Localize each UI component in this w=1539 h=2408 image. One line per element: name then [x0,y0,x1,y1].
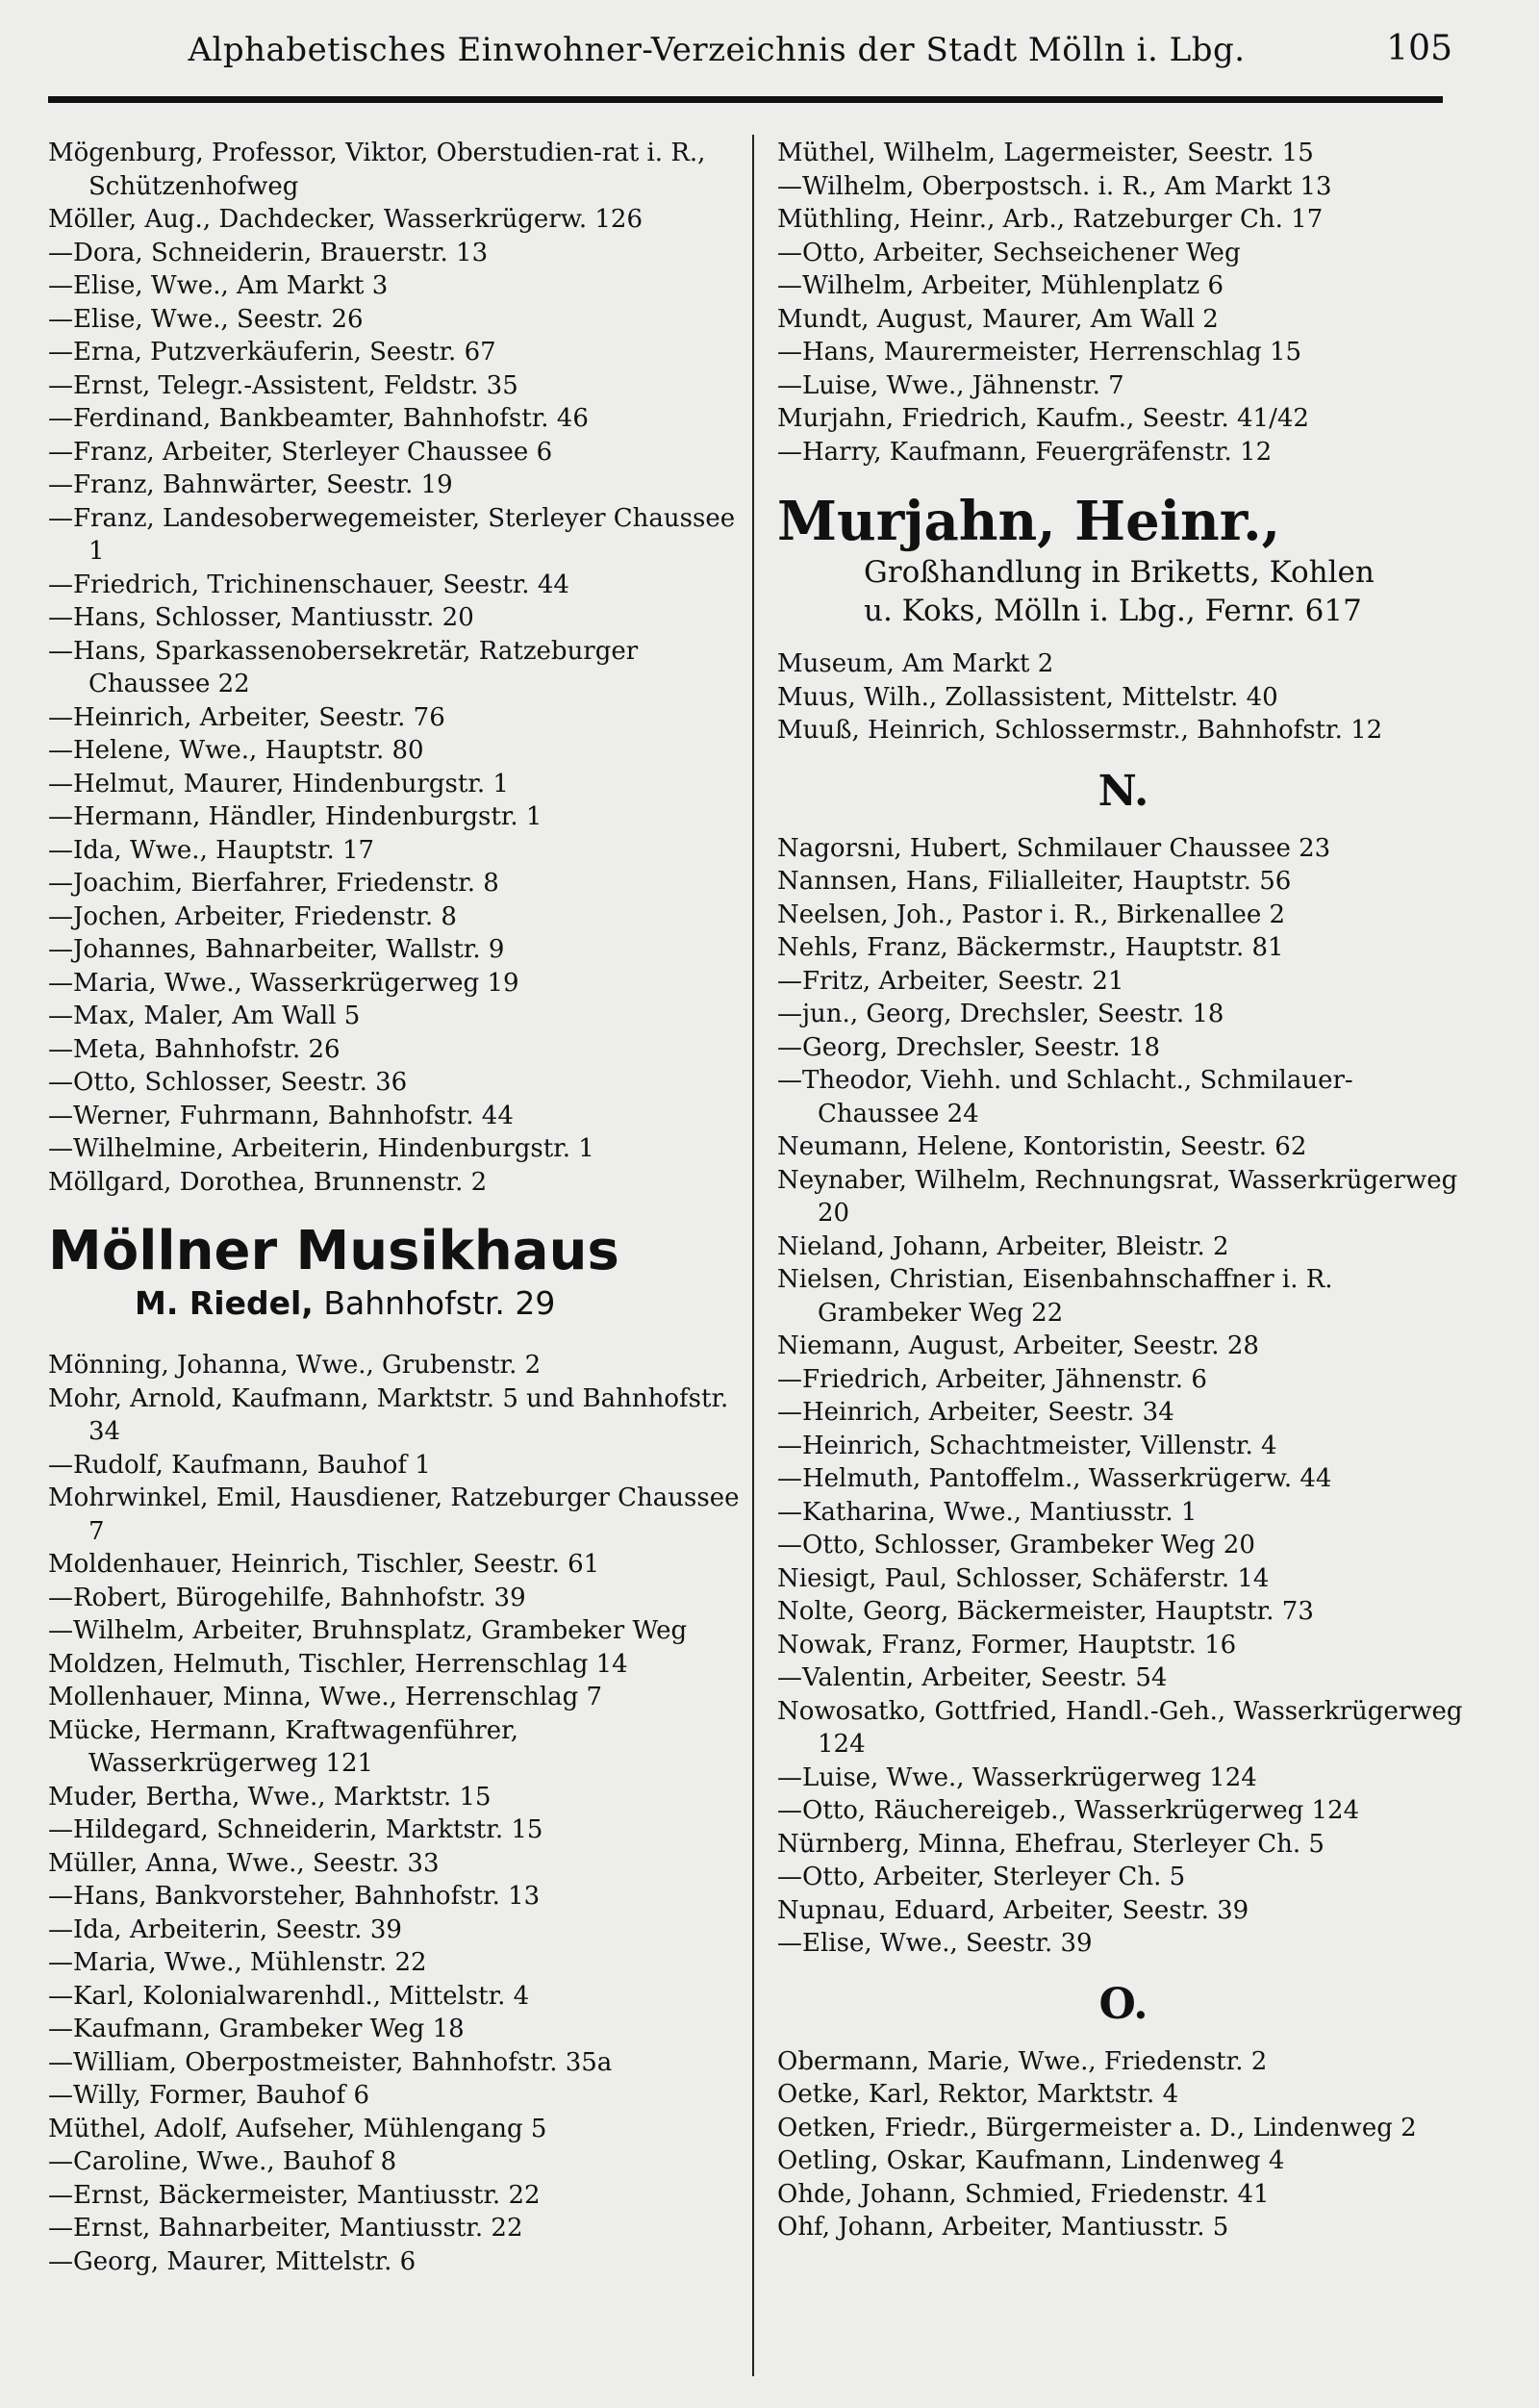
list-item: —Ferdinand, Bankbeamter, Bahnhofstr. 46 [48,404,589,433]
list-item: Nupnau, Eduard, Arbeiter, Seestr. 39 [777,1895,1249,1925]
list-item: —Willy, Former, Bauhof 6 [48,2081,370,2110]
list-item: Museum, Am Markt 2 [777,649,1054,678]
ad-title: Möllner Musikhaus [48,1220,619,1282]
list-item: —Wilhelm, Oberpostsch. i. R., Am Markt 13 [777,171,1332,201]
list-item: —Otto, Räuchereigeb., Wasserkrügerweg 124 [777,1796,1360,1825]
list-item: —Heinrich, Arbeiter, Seestr. 34 [777,1398,1174,1427]
page-title: Alphabetisches Einwohner-Verzeichnis der Stadt Mölln i. Lbg. [188,31,1246,69]
list-item: —Kaufmann, Grambeker Weg 18 [48,2015,465,2043]
list-item: Ohde, Johann, Schmied, Friedenstr. 41 [777,2179,1270,2209]
list-item: Möller, Aug., Dachdecker, Wasserkrügerw. 126 [48,205,643,234]
list-item: —Hans, Schlosser, Mantiusstr. 20 [48,603,474,632]
list-item: —Georg, Maurer, Mittelstr. 6 [48,2246,416,2276]
right-column [777,137,1470,2244]
list-item: —Karl, Kolonialwarenhdl., Mittelstr. 4 [48,1981,530,2011]
list-item: Nowak, Franz, Former, Hauptstr. 16 [777,1630,1237,1660]
list-item: —Helmut, Maurer, Hindenburgstr. 1 [48,769,509,798]
list-item: Müthling, Heinr., Arb., Ratzeburger Ch. 17 [777,205,1324,234]
list-item: —Luise, Wwe., Jähnenstr. 7 [777,370,1124,400]
list-item: Muder, Bertha, Wwe., Marktstr. 15 [48,1782,492,1812]
entry-list [777,647,1470,748]
list-item: —Theodor, Viehh. und Schlacht., Schmilauer-Chaussee 24 [777,1066,1353,1128]
list-item: Oetling, Oskar, Kaufmann, Lindenweg 4 [777,2146,1285,2175]
list-item: —William, Oberpostmeister, Bahnhofstr. 35a [48,2047,613,2077]
entry-list [777,832,1470,1961]
list-item: —Hans, Sparkassenobersekretär, Ratzeburger Chaussee 22 [48,636,639,698]
list-item: —Heinrich, Schachtmeister, Villenstr. 4 [777,1431,1277,1460]
list-item: Neumann, Helene, Kontoristin, Seestr. 62 [777,1132,1307,1161]
list-item: —Joachim, Bierfahrer, Friedenstr. 8 [48,869,499,898]
ad-line-1: Großhandlung in Briketts, Kohlen [864,555,1375,590]
column-divider [752,135,754,2376]
entry-list [48,1349,741,2278]
list-item: Muuß, Heinrich, Schlossermstr., Bahnhofstr. 12 [777,716,1383,745]
list-item: —Otto, Arbeiter, Sechseichener Weg [777,238,1241,267]
list-item: Mohrwinkel, Emil, Hausdiener, Ratzeburger Chaussee 7 [48,1483,740,1546]
list-item: Neelsen, Joh., Pastor i. R., Birkenallee 2 [777,900,1286,929]
list-item: Niesigt, Paul, Schlosser, Schäferstr. 14 [777,1563,1270,1593]
list-item: —Hildegard, Schneiderin, Marktstr. 15 [48,1815,543,1844]
list-item: —Helene, Wwe., Hauptstr. 80 [48,736,424,765]
list-item: —Fritz, Arbeiter, Seestr. 21 [777,966,1124,996]
list-item: Nielsen, Christian, Eisenbahnschaffner i. R. Grambeker Weg 22 [777,1265,1333,1328]
list-item: Muus, Wilh., Zollassistent, Mittelstr. 40 [777,682,1278,712]
list-item: —Hans, Maurermeister, Herrenschlag 15 [777,338,1302,367]
list-item: Moldzen, Helmuth, Tischler, Herrenschlag 14 [48,1649,628,1679]
list-item: Nieland, Johann, Arbeiter, Bleistr. 2 [777,1231,1229,1261]
list-item: —Harry, Kaufmann, Feuergräfenstr. 12 [777,437,1273,467]
list-item: Niemann, August, Arbeiter, Seestr. 28 [777,1331,1259,1360]
list-item: Möllgard, Dorothea, Brunnenstr. 2 [48,1167,488,1197]
list-item: —Franz, Arbeiter, Sterleyer Chaussee 6 [48,437,553,467]
list-item: —Franz, Landesoberwegemeister, Sterleyer Chaussee 1 [48,503,736,566]
list-item: —Otto, Schlosser, Seestr. 36 [48,1068,408,1097]
list-item: —Heinrich, Arbeiter, Seestr. 76 [48,702,445,732]
ad-subline [48,1283,741,1324]
left-column [48,137,741,2278]
list-item: Mollenhauer, Minna, Wwe., Herrenschlag 7 [48,1683,603,1711]
list-item: —Jochen, Arbeiter, Friedenstr. 8 [48,901,457,931]
list-item: —Ida, Arbeiterin, Seestr. 39 [48,1914,402,1944]
list-item: —Maria, Wwe., Mühlenstr. 22 [48,1948,427,1977]
list-item: —Maria, Wwe., Wasserkrügerweg 19 [48,968,519,998]
list-item: Nagorsni, Hubert, Schmilauer Chaussee 23 [777,833,1331,863]
list-item: —Ernst, Telegr.-Assistent, Feldstr. 35 [48,370,518,400]
list-item: Ohf, Johann, Arbeiter, Mantiusstr. 5 [777,2213,1229,2242]
entry-list [777,137,1470,469]
list-item: Müthel, Adolf, Aufseher, Mühlengang 5 [48,2114,547,2143]
list-item: —Luise, Wwe., Wasserkrügerweg 124 [777,1762,1257,1792]
list-item: —Hermann, Händler, Hindenburgstr. 1 [48,802,542,831]
list-item: —Ida, Wwe., Hauptstr. 17 [48,835,375,865]
list-item: —Valentin, Arbeiter, Seestr. 54 [777,1663,1168,1692]
list-item: —Helmuth, Pantoffelm., Wasserkrügerw. 44 [777,1464,1332,1493]
entry-list [777,2045,1470,2244]
page-header [48,27,1452,75]
list-item: —jun., Georg, Drechsler, Seestr. 18 [777,1000,1224,1028]
list-item: —Johannes, Bahnarbeiter, Wallstr. 9 [48,935,505,964]
section-letter-n: N. [1097,766,1149,816]
list-item: —Wilhelm, Arbeiter, Bruhnsplatz, Grambeker Weg [48,1616,688,1645]
list-item: Nannsen, Hans, Filialleiter, Hauptstr. 56 [777,867,1292,896]
list-item: —Elise, Wwe., Am Markt 3 [48,271,389,300]
list-item: Müthel, Wilhelm, Lagermeister, Seestr. 15 [777,139,1314,167]
list-item: —Meta, Bahnhofstr. 26 [48,1034,341,1064]
list-item: —Werner, Fuhrmann, Bahnhofstr. 44 [48,1101,514,1130]
advertisement-musikhaus [48,1220,741,1349]
list-item: Oetken, Friedr., Bürgermeister a. D., Lindenweg 2 [777,2113,1417,2142]
ad-line-2: u. Koks, Mölln i. Lbg., Fernr. 617 [864,594,1362,628]
list-item: Nowosatko, Gottfried, Handl.-Geh., Wasserkrügerweg 124 [777,1696,1463,1759]
list-item: Nehls, Franz, Bäckermstr., Hauptstr. 81 [777,933,1284,962]
list-item: —Katharina, Wwe., Mantiusstr. 1 [777,1497,1198,1527]
list-item: Obermann, Marie, Wwe., Friedenstr. 2 [777,2046,1268,2076]
list-item: Mücke, Hermann, Kraftwagenführer, Wasserkrügerweg 121 [48,1715,518,1778]
list-item: —Friedrich, Arbeiter, Jähnenstr. 6 [777,1364,1207,1394]
list-item: —Otto, Schlosser, Grambeker Weg 20 [777,1531,1255,1559]
list-item: —Robert, Bürogehilfe, Bahnhofstr. 39 [48,1583,526,1612]
ad-address: Bahnhofstr. 29 [323,1284,556,1322]
advertisement-murjahn [777,490,1470,647]
entry-list [48,137,741,1199]
list-item: Mohr, Arnold, Kaufmann, Marktstr. 5 und Bahnhofstr. 34 [48,1383,729,1446]
ad-owner: M. Riedel, [135,1284,314,1322]
list-item: —Otto, Arbeiter, Sterleyer Ch. 5 [777,1863,1186,1891]
ad-title: Murjahn, Heinr., [777,490,1281,553]
list-item: —Dora, Schneiderin, Brauerstr. 13 [48,238,489,267]
list-item: Mönning, Johanna, Wwe., Grubenstr. 2 [48,1351,542,1380]
list-item: —Hans, Bankvorsteher, Bahnhofstr. 13 [48,1882,541,1911]
list-item: —Caroline, Wwe., Bauhof 8 [48,2147,397,2176]
page-number: 105 [1386,29,1452,68]
list-item: —Georg, Drechsler, Seestr. 18 [777,1032,1161,1062]
list-item: Mögenburg, Professor, Viktor, Oberstudien-rat i. R., Schützenhofweg [48,139,706,201]
list-item: —Franz, Bahnwärter, Seestr. 19 [48,470,453,499]
list-item: Müller, Anna, Wwe., Seestr. 33 [48,1848,440,1878]
list-item: Neynaber, Wilhelm, Rechnungsrat, Wasserkrügerweg 20 [777,1165,1458,1228]
list-item: —Rudolf, Kaufmann, Bauhof 1 [48,1450,431,1480]
list-item: Murjahn, Friedrich, Kaufm., Seestr. 41/42 [777,404,1309,433]
list-item: —Wilhelm, Arbeiter, Mühlenplatz 6 [777,271,1224,300]
list-item: —Erna, Putzverkäuferin, Seestr. 67 [48,338,496,367]
list-item: —Ernst, Bahnarbeiter, Mantiusstr. 22 [48,2214,523,2243]
list-item: —Ernst, Bäckermeister, Mantiusstr. 22 [48,2180,541,2210]
section-letter-o: O. [1098,1979,1148,2029]
list-item: —Elise, Wwe., Seestr. 26 [48,304,364,334]
list-item: —Friedrich, Trichinenschauer, Seestr. 44 [48,570,569,599]
header-rule [48,96,1443,103]
list-item: —Elise, Wwe., Seestr. 39 [777,1929,1093,1958]
list-item: Mundt, August, Maurer, Am Wall 2 [777,304,1219,334]
list-item: Nolte, Georg, Bäckermeister, Hauptstr. 73 [777,1597,1314,1626]
list-item: Moldenhauer, Heinrich, Tischler, Seestr. 61 [48,1550,600,1579]
list-item: Oetke, Karl, Rektor, Marktstr. 4 [777,2080,1179,2109]
list-item: Nürnberg, Minna, Ehefrau, Sterleyer Ch. 5 [777,1829,1325,1859]
list-item: —Max, Maler, Am Wall 5 [48,1001,361,1030]
list-item: —Wilhelmine, Arbeiterin, Hindenburgstr. 1 [48,1134,594,1163]
